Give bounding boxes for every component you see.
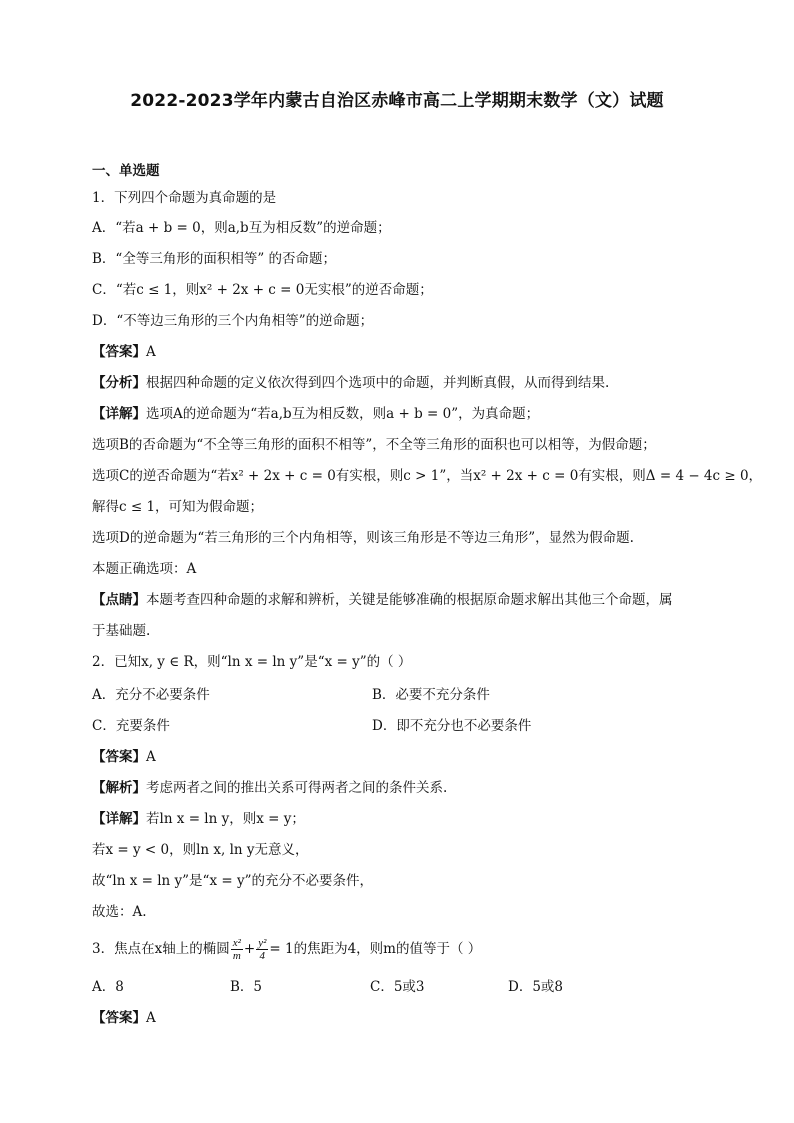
q3-stem-suffix: = 1的焦距为4，则m的值等于（ ） xyxy=(269,941,482,957)
q3-stem-prefix: 3．焦点在x轴上的椭圆 xyxy=(92,941,230,957)
q3-options-row xyxy=(92,978,652,996)
q3-option-b: B．5 xyxy=(230,979,263,995)
answer-tag: 【答案】 xyxy=(92,344,146,360)
analysis-tag: 【分析】 xyxy=(92,375,146,391)
q2-detail-2: 若x = y < 0，则ln x, ln y无意义， xyxy=(92,842,309,858)
q1-stem: 1．下列四个命题为真命题的是 xyxy=(92,190,277,206)
page-title: 2022-2023学年内蒙古自治区赤峰市高二上学期期末数学（文）试题 xyxy=(130,91,664,111)
q2-option-d: D．即不充分也不必要条件 xyxy=(372,718,532,734)
q1-correct: 本题正确选项：A xyxy=(92,561,197,577)
q3-option-d: D．5或8 xyxy=(508,979,564,995)
q1-comment-2: 于基础题. xyxy=(92,623,151,639)
q2-answer xyxy=(92,748,156,766)
q2-analysis xyxy=(92,779,447,797)
q1-option-b: B．“全等三角形的面积相等” 的否命题； xyxy=(92,251,337,267)
comment-tag: 【点睛】 xyxy=(92,592,146,608)
fraction-denominator: m xyxy=(232,950,241,962)
analysis-text: 根据四种命题的定义依次得到四个选项中的命题，并判断真假，从而得到结果. xyxy=(146,375,610,391)
answer-value: A xyxy=(146,749,156,765)
q1-option-d: D．“不等边三角形的三个内角相等”的逆命题； xyxy=(92,313,374,329)
q3-option-a: A．8 xyxy=(92,979,124,995)
q2-option-c: C．充要条件 xyxy=(92,718,170,734)
q2-detail-4: 故选：A. xyxy=(92,904,147,920)
q3-stem xyxy=(92,937,481,962)
answer-value: A xyxy=(146,1010,156,1026)
fraction-denominator: 4 xyxy=(259,950,266,962)
q3-answer xyxy=(92,1009,156,1027)
answer-value: A xyxy=(146,344,156,360)
fraction-numerator: y² xyxy=(258,937,267,949)
q2-detail-3: 故“ln x = ln y”是“x = y”的充分不必要条件， xyxy=(92,873,373,889)
q1-detail-1 xyxy=(92,405,539,423)
q2-option-a: A．充分不必要条件 xyxy=(92,687,210,703)
answer-tag: 【答案】 xyxy=(92,749,146,765)
q1-detail-4: 解得c ≤ 1，可知为假命题； xyxy=(92,499,264,515)
detail-tag: 【详解】 xyxy=(92,811,146,827)
q2-stem: 2．已知x, y ∈ R，则“ln x = ln y”是“x = y”的（ ） xyxy=(92,654,412,670)
q1-analysis xyxy=(92,374,609,392)
analysis-tag: 【解析】 xyxy=(92,780,146,796)
detail-tag: 【详解】 xyxy=(92,406,146,422)
answer-tag: 【答案】 xyxy=(92,1010,146,1026)
q3-fraction-y xyxy=(256,937,268,962)
q1-detail-2: 选项B的否命题为“不全等三角形的面积不相等”，不全等三角形的面积也可以相等，为假命题； xyxy=(92,437,656,453)
q2-option-b: B．必要不充分条件 xyxy=(372,687,490,703)
q2-options-row-1 xyxy=(92,686,692,704)
q1-option-a: A．“若a + b = 0，则a,b互为相反数”的逆命题； xyxy=(92,220,391,236)
plus-sign: + xyxy=(243,941,256,957)
fraction-numerator: x² xyxy=(232,937,241,949)
q1-detail-5: 选项D的逆命题为“若三角形的三个内角相等，则该三角形是不等边三角形”，显然为假命题. xyxy=(92,530,634,546)
section-heading: 一、单选题 xyxy=(92,163,160,179)
detail-text: 若ln x = ln y，则x = y； xyxy=(146,811,305,827)
q1-comment-1 xyxy=(92,591,673,609)
q2-options-row-2 xyxy=(92,717,692,735)
detail-text: 选项A的逆命题为“若a,b互为相反数，则a + b = 0”，为真命题； xyxy=(146,406,540,422)
comment-text: 本题考查四种命题的求解和辨析，关键是能够准确的根据原命题求解出其他三个命题，属 xyxy=(146,592,673,608)
q2-detail-1 xyxy=(92,810,305,828)
q1-answer xyxy=(92,343,156,361)
q3-option-c: C．5或3 xyxy=(370,979,425,995)
q1-option-c: C．“若c ≤ 1，则x² + 2x + c = 0无实根”的逆否命题； xyxy=(92,282,433,298)
q3-fraction-x xyxy=(231,937,243,962)
analysis-text: 考虑两者之间的推出关系可得两者之间的条件关系. xyxy=(146,780,448,796)
q1-detail-3: 选项C的逆否命题为“若x² + 2x + c = 0有实根，则c > 1”，当x² + 2x + c = 0有实根，则Δ = 4 − 4c ≥ 0， xyxy=(92,468,763,484)
